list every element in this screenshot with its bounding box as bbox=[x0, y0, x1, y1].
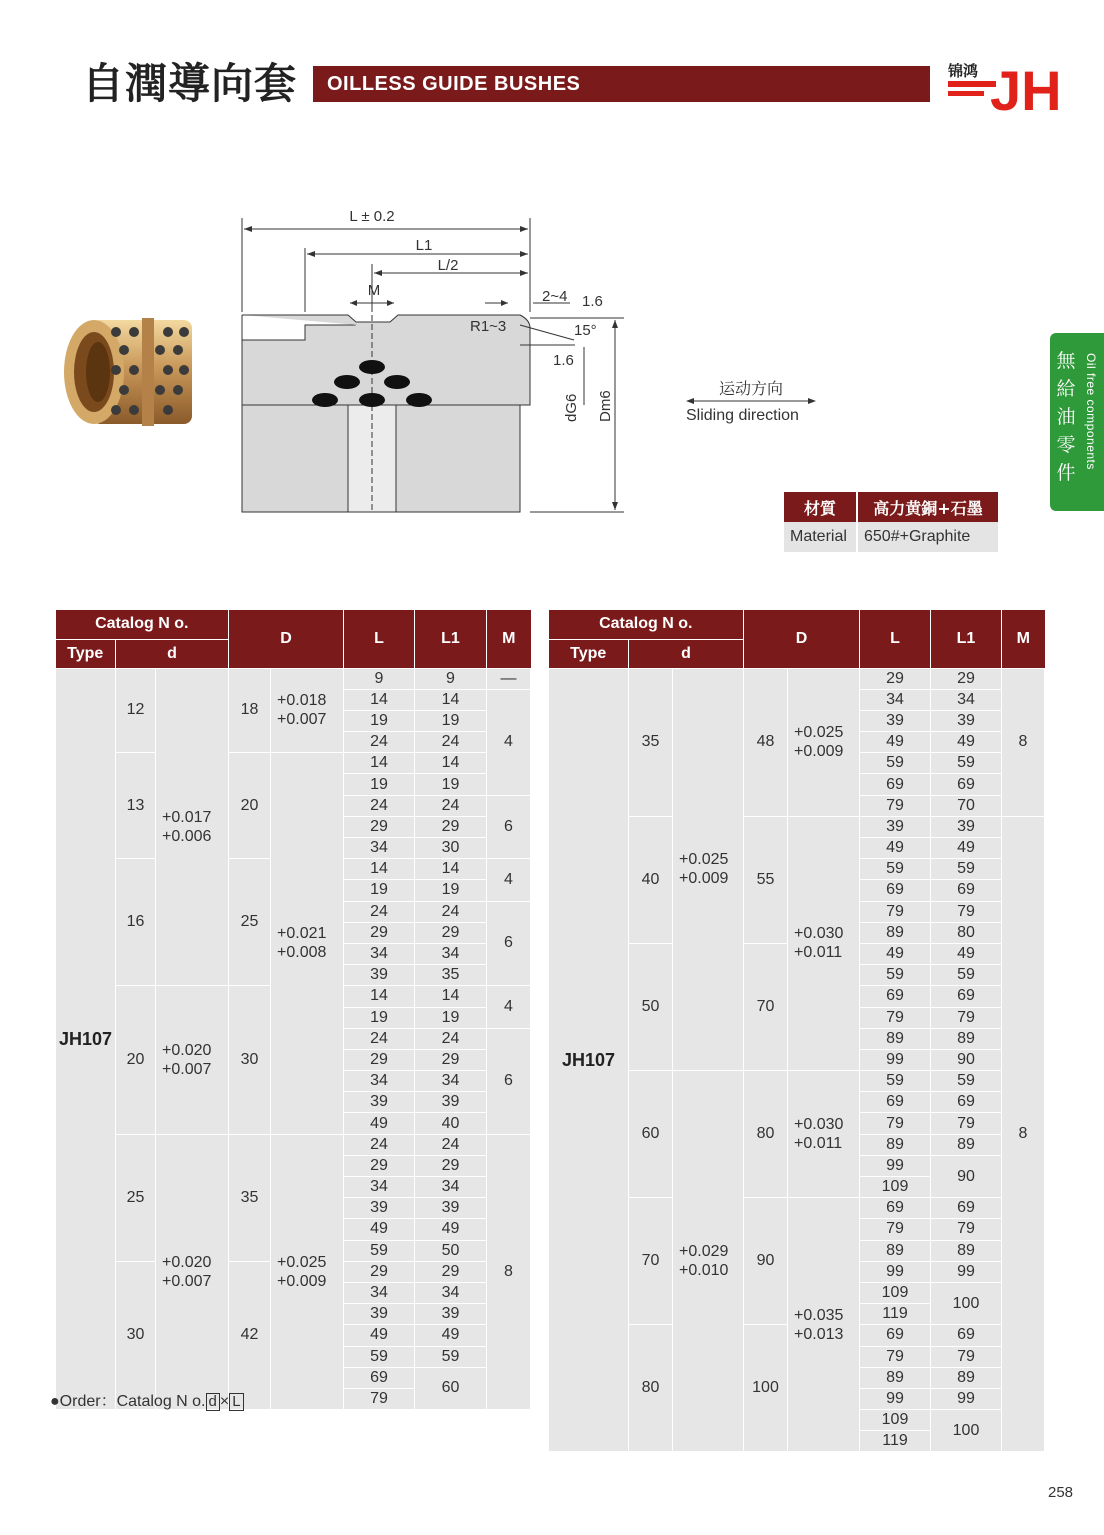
L-cell: 69 bbox=[860, 986, 931, 1007]
d-tolerance-cell: +0.020 +0.007 bbox=[156, 1134, 229, 1409]
L-cell: 99 bbox=[860, 1388, 931, 1409]
dim-L-tolerance: L ± 0.2 bbox=[349, 208, 395, 225]
L1-cell: 29 bbox=[415, 922, 487, 943]
M-cell: 6 bbox=[487, 795, 531, 859]
L1-cell: 89 bbox=[931, 1367, 1002, 1388]
L-cell: 69 bbox=[860, 880, 931, 901]
L1-cell: 19 bbox=[415, 1007, 487, 1028]
L-cell: 49 bbox=[344, 1325, 415, 1346]
order-prefix: ●Order：Catalog N o. bbox=[50, 1393, 206, 1410]
D-tolerance-cell: +0.018 +0.007 bbox=[271, 668, 344, 753]
D-tolerance-cell: +0.025 +0.009 bbox=[271, 1134, 344, 1409]
title-banner bbox=[313, 66, 930, 102]
D-cell: 100 bbox=[744, 1325, 788, 1452]
L-cell: 49 bbox=[860, 838, 931, 859]
L-cell: 19 bbox=[344, 774, 415, 795]
L1-cell: 49 bbox=[415, 1219, 487, 1240]
catalog-header: Catalog N o. bbox=[549, 610, 744, 639]
d-cell: 80 bbox=[629, 1325, 673, 1452]
L1-cell: 49 bbox=[415, 1325, 487, 1346]
L-cell: 79 bbox=[860, 1007, 931, 1028]
L1-cell: 29 bbox=[415, 1155, 487, 1176]
L-cell: 19 bbox=[344, 880, 415, 901]
sliding-direction-cn: 运动方向 bbox=[718, 381, 783, 398]
L1-cell: 34 bbox=[931, 689, 1002, 710]
L-cell: 69 bbox=[860, 1198, 931, 1219]
d-cell: 13 bbox=[116, 753, 156, 859]
L-cell: 39 bbox=[860, 710, 931, 731]
material-table bbox=[784, 492, 998, 552]
L1-cell: 99 bbox=[931, 1388, 1002, 1409]
L-cell: 14 bbox=[344, 753, 415, 774]
L1-cell: 34 bbox=[415, 943, 487, 964]
L-cell: 99 bbox=[860, 1261, 931, 1282]
L-cell: 89 bbox=[860, 1367, 931, 1388]
L1-header: L1 bbox=[931, 610, 1002, 668]
L-cell: 69 bbox=[860, 1325, 931, 1346]
L-cell: 99 bbox=[860, 1049, 931, 1070]
page-title-en: OILLESS GUIDE BUSHES bbox=[327, 73, 581, 95]
L-cell: 59 bbox=[860, 965, 931, 986]
L-cell: 39 bbox=[344, 1092, 415, 1113]
logo-text-cn: 锦鸿 bbox=[948, 62, 979, 80]
L-header: L bbox=[344, 610, 415, 668]
L1-cell: 69 bbox=[931, 986, 1002, 1007]
L-cell: 119 bbox=[860, 1304, 931, 1325]
L-cell: 39 bbox=[860, 816, 931, 837]
d-tolerance-cell: +0.017 +0.006 bbox=[156, 668, 229, 986]
L-cell: 109 bbox=[860, 1177, 931, 1198]
L-cell: 79 bbox=[860, 1219, 931, 1240]
L1-cell: 34 bbox=[415, 1177, 487, 1198]
dim-L1: L1 bbox=[415, 237, 433, 254]
d-tolerance-cell: +0.020 +0.007 bbox=[156, 986, 229, 1134]
L1-cell: 59 bbox=[415, 1346, 487, 1367]
L1-cell: 89 bbox=[931, 1240, 1002, 1261]
L1-cell: 34 bbox=[415, 1282, 487, 1303]
L-cell: 24 bbox=[344, 1134, 415, 1155]
L1-cell: 19 bbox=[415, 710, 487, 731]
material-header-value: 高力黄銅+石墨 bbox=[857, 492, 998, 522]
L-cell: 59 bbox=[860, 859, 931, 880]
M-cell: 4 bbox=[487, 859, 531, 901]
logo-mark: JH bbox=[990, 59, 1062, 114]
material-value: 650#+Graphite bbox=[857, 522, 998, 552]
L1-cell: 49 bbox=[931, 943, 1002, 964]
M-cell: — bbox=[487, 668, 531, 689]
L1-cell: 49 bbox=[931, 838, 1002, 859]
L-cell: 109 bbox=[860, 1410, 931, 1431]
D-cell: 42 bbox=[229, 1261, 271, 1409]
L-cell: 14 bbox=[344, 986, 415, 1007]
L1-cell: 99 bbox=[931, 1261, 1002, 1282]
d-header: d bbox=[629, 639, 744, 668]
L-cell: 119 bbox=[860, 1431, 931, 1452]
dim-chamfer: 2~4 bbox=[542, 288, 568, 305]
D-tolerance-cell: +0.021 +0.008 bbox=[271, 753, 344, 1134]
L1-cell: 14 bbox=[415, 753, 487, 774]
L-cell: 69 bbox=[860, 774, 931, 795]
L1-cell: 79 bbox=[931, 1346, 1002, 1367]
L1-cell: 69 bbox=[931, 1198, 1002, 1219]
L1-cell: 24 bbox=[415, 1134, 487, 1155]
D-cell: 35 bbox=[229, 1134, 271, 1261]
L1-cell: 40 bbox=[415, 1113, 487, 1134]
L1-cell: 24 bbox=[415, 1028, 487, 1049]
L-cell: 29 bbox=[344, 922, 415, 943]
page-title-cn: 自潤導向套 bbox=[82, 59, 298, 108]
D-tolerance-cell: +0.030 +0.011 bbox=[788, 816, 860, 1070]
L1-cell: 59 bbox=[931, 753, 1002, 774]
table-row bbox=[56, 753, 531, 774]
L-cell: 79 bbox=[860, 1113, 931, 1134]
L-cell: 14 bbox=[344, 859, 415, 880]
L1-cell: 39 bbox=[931, 710, 1002, 731]
roughness-1: 1.6 bbox=[582, 293, 603, 310]
L-cell: 79 bbox=[860, 795, 931, 816]
L1-cell: 69 bbox=[931, 1092, 1002, 1113]
table-row bbox=[56, 668, 531, 689]
dim-radius: R1~3 bbox=[470, 318, 507, 335]
L1-cell: 89 bbox=[931, 1134, 1002, 1155]
sliding-direction bbox=[686, 378, 816, 428]
L1-cell: 34 bbox=[415, 1071, 487, 1092]
M-cell: 4 bbox=[487, 689, 531, 795]
jh-logo bbox=[946, 54, 1066, 114]
L1-cell: 79 bbox=[931, 901, 1002, 922]
L-cell: 59 bbox=[860, 753, 931, 774]
L1-cell: 69 bbox=[931, 880, 1002, 901]
D-cell: 25 bbox=[229, 859, 271, 986]
roughness-2: 1.6 bbox=[553, 352, 574, 369]
d-cell: 30 bbox=[116, 1261, 156, 1409]
D-cell: 48 bbox=[744, 668, 788, 816]
M-cell: 8 bbox=[487, 1134, 531, 1409]
side-tab-en: Oil free components bbox=[1084, 353, 1098, 470]
L1-cell: 14 bbox=[415, 859, 487, 880]
order-L-box: L bbox=[229, 1393, 243, 1411]
L-cell: 89 bbox=[860, 1240, 931, 1261]
D-tolerance-cell: +0.030 +0.011 bbox=[788, 1071, 860, 1198]
bush-technical-drawing bbox=[230, 200, 630, 520]
D-cell: 90 bbox=[744, 1198, 788, 1325]
L-cell: 89 bbox=[860, 922, 931, 943]
L1-cell: 14 bbox=[415, 689, 487, 710]
L1-cell: 39 bbox=[415, 1198, 487, 1219]
L-cell: 29 bbox=[344, 1049, 415, 1070]
table-row bbox=[56, 1134, 531, 1155]
L-cell: 39 bbox=[344, 1198, 415, 1219]
L1-cell: 9 bbox=[415, 668, 487, 689]
spec-table-right bbox=[548, 610, 1045, 1452]
L-cell: 19 bbox=[344, 710, 415, 731]
D-cell: 20 bbox=[229, 753, 271, 859]
d-cell: 60 bbox=[629, 1071, 673, 1198]
D-tolerance-cell: +0.035 +0.013 bbox=[788, 1198, 860, 1452]
L-cell: 49 bbox=[860, 943, 931, 964]
L-cell: 89 bbox=[860, 1134, 931, 1155]
L1-cell: 90 bbox=[931, 1049, 1002, 1070]
L-cell: 24 bbox=[344, 1028, 415, 1049]
L1-cell: 59 bbox=[931, 965, 1002, 986]
D-cell: 18 bbox=[229, 668, 271, 753]
L-cell: 59 bbox=[860, 1071, 931, 1092]
L-cell: 39 bbox=[344, 965, 415, 986]
L1-cell: 79 bbox=[931, 1219, 1002, 1240]
L-cell: 24 bbox=[344, 732, 415, 753]
D-cell: 30 bbox=[229, 986, 271, 1134]
L1-cell: 49 bbox=[931, 732, 1002, 753]
order-d-box: d bbox=[206, 1393, 220, 1411]
order-note bbox=[50, 1388, 244, 1411]
L1-cell: 100 bbox=[931, 1282, 1002, 1324]
L-cell: 49 bbox=[860, 732, 931, 753]
L1-cell: 60 bbox=[415, 1367, 487, 1409]
L1-cell: 24 bbox=[415, 795, 487, 816]
L-cell: 59 bbox=[344, 1240, 415, 1261]
L-header: L bbox=[860, 610, 931, 668]
d-header: d bbox=[116, 639, 229, 668]
L1-cell: 24 bbox=[415, 901, 487, 922]
D-cell: 70 bbox=[744, 943, 788, 1070]
type-header: Type bbox=[56, 639, 116, 668]
dim-dG6: dG6 bbox=[563, 393, 580, 422]
L-cell: 29 bbox=[860, 668, 931, 689]
L-cell: 79 bbox=[860, 901, 931, 922]
M-cell: 6 bbox=[487, 1028, 531, 1134]
L1-cell: 79 bbox=[931, 1007, 1002, 1028]
L-cell: 34 bbox=[344, 1282, 415, 1303]
L-cell: 89 bbox=[860, 1028, 931, 1049]
L-cell: 79 bbox=[344, 1388, 415, 1409]
order-times: × bbox=[219, 1393, 230, 1410]
dim-M: M bbox=[367, 282, 381, 299]
M-cell: 8 bbox=[1002, 668, 1045, 816]
L1-cell: 90 bbox=[931, 1155, 1002, 1197]
L1-cell: 30 bbox=[415, 838, 487, 859]
L1-cell: 29 bbox=[415, 1261, 487, 1282]
d-cell: 12 bbox=[116, 668, 156, 753]
L-cell: 34 bbox=[344, 943, 415, 964]
L1-cell: 35 bbox=[415, 965, 487, 986]
L1-cell: 70 bbox=[931, 795, 1002, 816]
L-cell: 69 bbox=[344, 1367, 415, 1388]
type-cell: JH107 bbox=[549, 668, 629, 1452]
L-cell: 24 bbox=[344, 795, 415, 816]
d-cell: 40 bbox=[629, 816, 673, 943]
L-cell: 34 bbox=[344, 838, 415, 859]
L-cell: 29 bbox=[344, 1261, 415, 1282]
material-label: Material bbox=[784, 522, 857, 552]
L-cell: 79 bbox=[860, 1346, 931, 1367]
D-header: D bbox=[229, 610, 344, 668]
M-header: M bbox=[1002, 610, 1045, 668]
M-cell: 4 bbox=[487, 986, 531, 1028]
L1-cell: 24 bbox=[415, 732, 487, 753]
side-category-tab[interactable] bbox=[1050, 333, 1104, 511]
L1-cell: 29 bbox=[415, 816, 487, 837]
L1-cell: 69 bbox=[931, 1325, 1002, 1346]
L-cell: 69 bbox=[860, 1092, 931, 1113]
d-tolerance-cell: +0.025 +0.009 bbox=[673, 668, 744, 1071]
D-header: D bbox=[744, 610, 860, 668]
D-cell: 55 bbox=[744, 816, 788, 943]
type-cell: JH107 bbox=[56, 668, 116, 1410]
d-cell: 70 bbox=[629, 1198, 673, 1325]
D-tolerance-cell: +0.025 +0.009 bbox=[788, 668, 860, 816]
d-tolerance-cell: +0.029 +0.010 bbox=[673, 1071, 744, 1452]
L-cell: 9 bbox=[344, 668, 415, 689]
L-cell: 29 bbox=[344, 1155, 415, 1176]
page-number: 258 bbox=[1048, 1484, 1074, 1501]
spec-table-left bbox=[55, 610, 531, 1410]
D-cell: 80 bbox=[744, 1071, 788, 1198]
L1-cell: 19 bbox=[415, 774, 487, 795]
L-cell: 19 bbox=[344, 1007, 415, 1028]
d-cell: 16 bbox=[116, 859, 156, 986]
L1-header: L1 bbox=[415, 610, 487, 668]
dim-angle: 15° bbox=[574, 322, 597, 339]
L1-cell: 80 bbox=[931, 922, 1002, 943]
type-header: Type bbox=[549, 639, 629, 668]
d-cell: 35 bbox=[629, 668, 673, 816]
L1-cell: 100 bbox=[931, 1410, 1002, 1452]
d-cell: 50 bbox=[629, 943, 673, 1070]
L-cell: 49 bbox=[344, 1113, 415, 1134]
catalog-header: Catalog N o. bbox=[56, 610, 229, 639]
M-cell: 8 bbox=[1002, 816, 1045, 1452]
dim-Dm6: Dm6 bbox=[597, 390, 614, 422]
L1-cell: 19 bbox=[415, 880, 487, 901]
L1-cell: 89 bbox=[931, 1028, 1002, 1049]
L-cell: 109 bbox=[860, 1282, 931, 1303]
L-cell: 34 bbox=[860, 689, 931, 710]
L-cell: 29 bbox=[344, 816, 415, 837]
L1-cell: 59 bbox=[931, 1071, 1002, 1092]
dim-L-half: L/2 bbox=[437, 257, 459, 274]
L1-cell: 39 bbox=[415, 1092, 487, 1113]
d-cell: 25 bbox=[116, 1134, 156, 1261]
L-cell: 39 bbox=[344, 1304, 415, 1325]
bush-product-photo bbox=[56, 310, 206, 430]
L-cell: 59 bbox=[344, 1346, 415, 1367]
d-cell: 20 bbox=[116, 986, 156, 1134]
M-cell: 6 bbox=[487, 901, 531, 986]
L1-cell: 14 bbox=[415, 986, 487, 1007]
material-header-label: 材質 bbox=[784, 492, 857, 522]
L-cell: 49 bbox=[344, 1219, 415, 1240]
L1-cell: 39 bbox=[931, 816, 1002, 837]
sliding-direction-en: Sliding direction bbox=[686, 407, 799, 424]
L1-cell: 59 bbox=[931, 859, 1002, 880]
M-header: M bbox=[487, 610, 531, 668]
side-tab-cn: 無給油零件 bbox=[1056, 350, 1076, 484]
L-cell: 99 bbox=[860, 1155, 931, 1176]
L-cell: 34 bbox=[344, 1071, 415, 1092]
L1-cell: 79 bbox=[931, 1113, 1002, 1134]
L1-cell: 50 bbox=[415, 1240, 487, 1261]
L1-cell: 29 bbox=[931, 668, 1002, 689]
table-row bbox=[549, 668, 1045, 689]
L1-cell: 69 bbox=[931, 774, 1002, 795]
L-cell: 24 bbox=[344, 901, 415, 922]
L1-cell: 29 bbox=[415, 1049, 487, 1070]
L-cell: 14 bbox=[344, 689, 415, 710]
L-cell: 34 bbox=[344, 1177, 415, 1198]
L1-cell: 39 bbox=[415, 1304, 487, 1325]
